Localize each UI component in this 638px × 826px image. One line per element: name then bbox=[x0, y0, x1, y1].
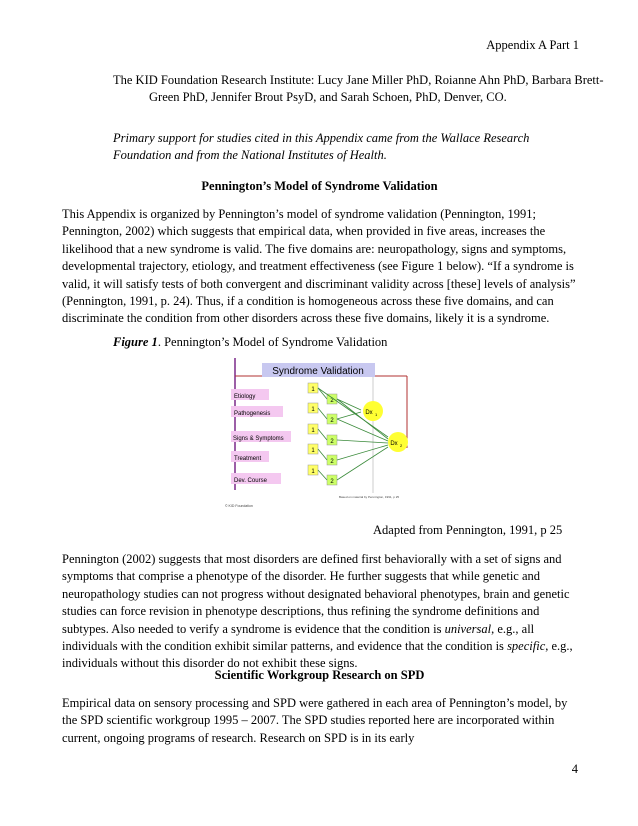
level-1-boxes bbox=[308, 383, 318, 475]
svg-text:2: 2 bbox=[330, 479, 334, 485]
running-header: Appendix A Part 1 bbox=[486, 38, 579, 52]
dx1-node bbox=[363, 401, 383, 421]
intro-paragraph: This Appendix is organized by Pennington’s model of syndrome validation (Pennington, 1991; Pennington, 2002) which suggests that empirical data, when provided in five areas, increases the likelihood that a new syndrome is valid. The five domains are: neuropathology, signs and symptoms, developmental trajectory, etiology, and treatment effectiveness (see Figure 1 below). “If a syndrome is valid, it will satisfy tests of both convergent and discriminant validity across [these] levels of analysis” (Pennington, 1991, p. 24). Thus, if a condition is homogeneous across these five domains, and can discriminate the condition from other disorders across these five domains, likely it is a syndrome. bbox=[62, 207, 576, 326]
domain-pathogenesis: Pathogenesis bbox=[234, 411, 271, 417]
svg-text:2: 2 bbox=[330, 459, 334, 465]
figure-label: Figure 1 bbox=[113, 335, 158, 349]
diagram-credit-left: © KID Foundation bbox=[225, 504, 253, 508]
section-heading-pennington: Pennington’s Model of Syndrome Validation bbox=[201, 179, 438, 193]
figure-caption-title bbox=[113, 335, 387, 350]
diagram-title: Syndrome Validation bbox=[272, 366, 364, 377]
term-universal: universal bbox=[444, 621, 492, 636]
domain-treatment: Treatment bbox=[234, 456, 262, 462]
svg-text:1: 1 bbox=[375, 412, 378, 417]
workgroup-paragraph: Empirical data on sensory processing and SPD were gathered in each area of Pennington’s model, by the SPD scientific workgroup 1995 – 2007. The SPD studies reported here are incorporated within current, ongoing programs of research. Research on SPD is in its early bbox=[62, 696, 568, 745]
diagram-credit-right: Based on material by Pennington, 1991, p 25 bbox=[339, 495, 400, 499]
domain-dev-course: Dev. Course bbox=[234, 478, 267, 484]
svg-text:Dx: Dx bbox=[390, 441, 398, 447]
domain-etiology: Etiology bbox=[234, 394, 256, 400]
svg-text:1: 1 bbox=[311, 407, 315, 413]
section-heading-workgroup: Scientific Workgroup Research on SPD bbox=[214, 668, 425, 682]
phenotype-paragraph: Pennington (2002) suggests that most disorders are defined first behaviorally with a set of signs and symptoms that comprise a phenotype of the disorder. He further suggests that while genetic and neuropathology studies can not progress without designated behavioral phenotypes, brain and genetic studies can force revision in phenotype descriptions, thus refining the syndrome definitions and subtypes. Also needed to verify a syndrome is evidence that the condition is universal, e.g., all individuals with the condition exhibit similar patterns, and evidence that the condition is specific, e.g., individuals without this disorder do not exhibit these signs. bbox=[62, 552, 573, 671]
funding-note: Primary support for studies cited in this Appendix came from the Wallace Research Foundation and from the National Institutes of Health. bbox=[113, 131, 530, 163]
svg-text:2: 2 bbox=[330, 439, 334, 445]
page-number: 4 bbox=[571, 762, 578, 776]
svg-text:1: 1 bbox=[311, 428, 315, 434]
svg-text:1: 1 bbox=[311, 387, 315, 393]
svg-text:2: 2 bbox=[400, 443, 403, 448]
syndrome-validation-diagram bbox=[225, 358, 415, 510]
figure-source-caption: Adapted from Pennington, 1991, p 25 bbox=[373, 523, 563, 537]
svg-text:2: 2 bbox=[330, 418, 334, 424]
svg-text:1: 1 bbox=[311, 448, 315, 454]
svg-text:2: 2 bbox=[330, 398, 334, 404]
domain-signs-symptoms: Signs & Symptoms bbox=[233, 436, 284, 442]
figure-title: . Pennington’s Model of Syndrome Validation bbox=[157, 335, 388, 349]
svg-text:Dx: Dx bbox=[365, 410, 373, 416]
term-specific: specific bbox=[507, 639, 546, 654]
dx2-node bbox=[388, 432, 408, 452]
author-affiliation: The KID Foundation Research Institute: Lucy Jane Miller PhD, Roianne Ahn PhD, Barbara Brett-Green PhD, Jennifer Brout PsyD, and Sarah Schoen, PhD, Denver, CO. bbox=[113, 73, 604, 105]
svg-text:1: 1 bbox=[311, 469, 315, 475]
level-2-boxes bbox=[327, 394, 337, 485]
